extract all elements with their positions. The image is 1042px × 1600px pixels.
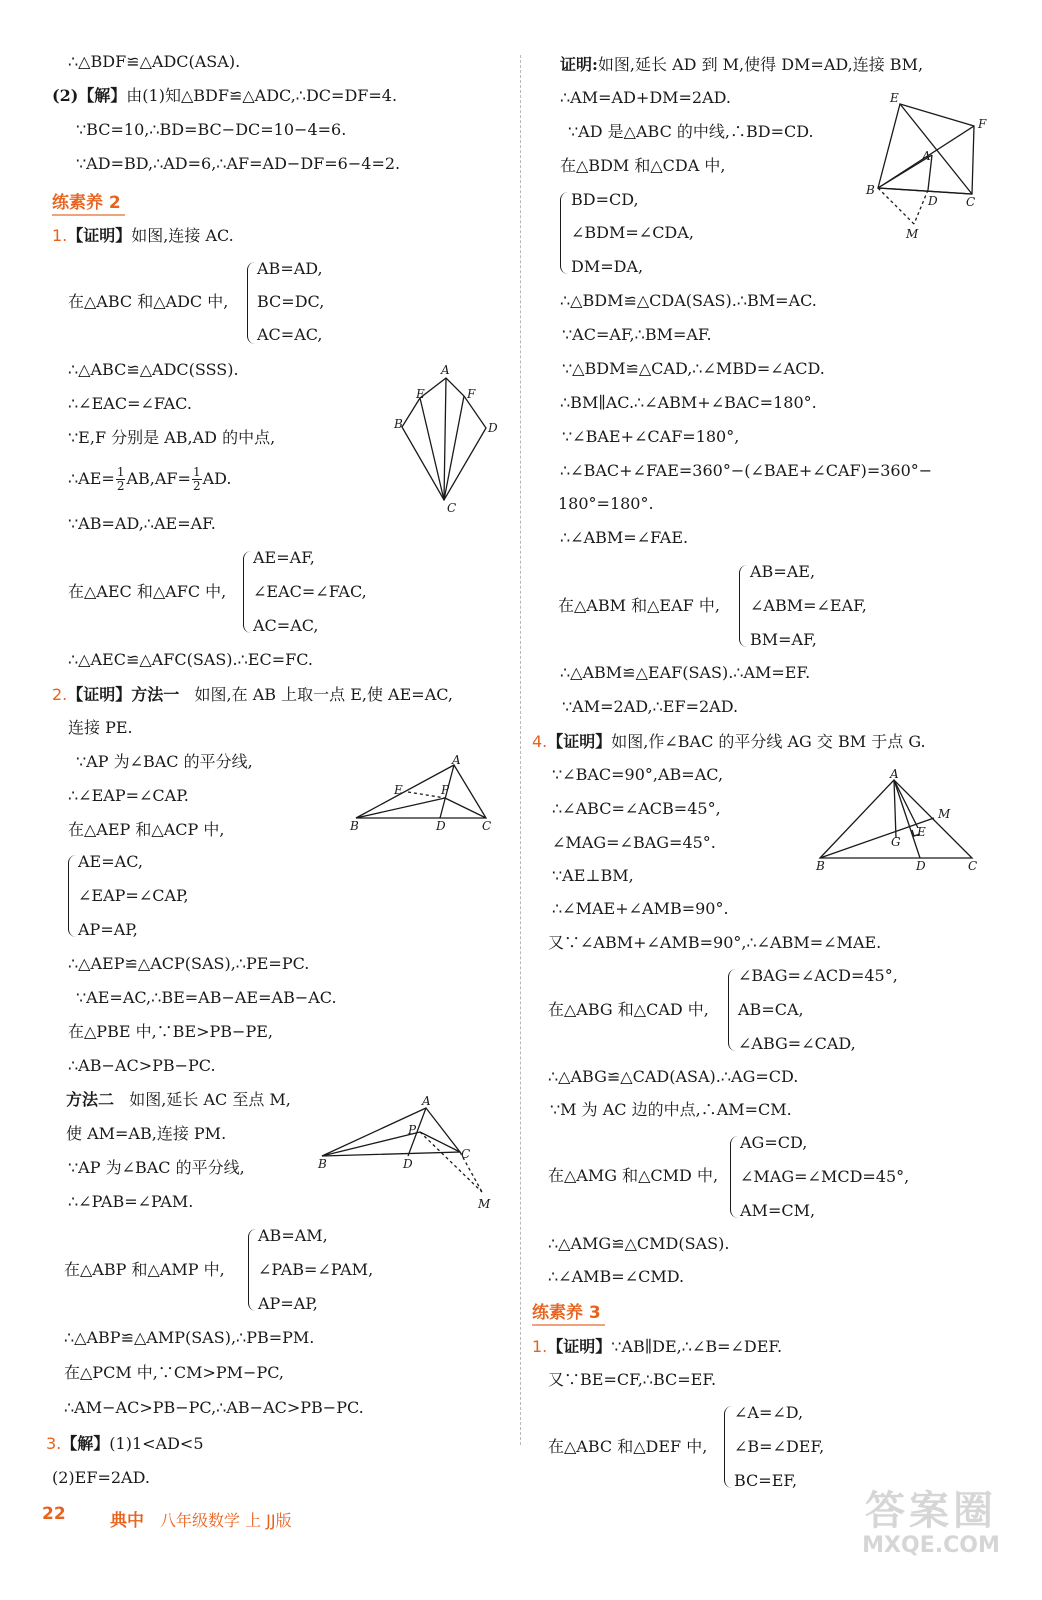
system-label: 在△ABC 和△DEF 中,	[548, 1437, 708, 1456]
problem-1-header	[52, 226, 234, 246]
text-line: ∵AD=BD,∴AD=6,∴AF=AD−DF=6−4=2.	[76, 154, 401, 173]
system-line: AC=AC,	[253, 616, 319, 635]
text-line: 又∵BE=CF,∴BC=EF.	[548, 1370, 717, 1389]
fig3-label: C	[966, 195, 976, 209]
text-line: ∴△ABC≌△ADC(SSS).	[68, 360, 239, 379]
kite-label: B	[394, 417, 403, 431]
text-line: ∴△ABM≌△EAF(SAS).∴AM=EF.	[560, 663, 811, 682]
proof-tag: 【证明】方法一	[67, 685, 180, 704]
fig2a-label: C	[482, 819, 492, 833]
proof-tag: 【证明】	[547, 732, 612, 751]
system-line: BC=EF,	[734, 1471, 798, 1490]
answer-text: 由(1)知△BDF≌△ADC,∴DC=DF=4.	[126, 86, 398, 105]
system-line: AP=AP,	[258, 1294, 318, 1313]
system-label: 在△AMG 和△CMD 中,	[548, 1166, 719, 1185]
system-line: ∠BAG=∠ACD=45°,	[738, 966, 898, 985]
fig3-label: D	[928, 194, 938, 208]
proof-intro: 如图,在 AB 上取一点 E,使 AE=AC,	[194, 685, 454, 704]
fig2b-label: M	[478, 1197, 491, 1211]
text-line: 又∵∠ABM+∠AMB=90°,∴∠ABM=∠MAE.	[548, 933, 882, 952]
fig2a-label: A	[452, 753, 461, 767]
fig4-label: D	[916, 859, 926, 873]
text-line: ∴△ABP≌△AMP(SAS),∴PB=PM.	[64, 1328, 315, 1347]
system-line: AC=AC,	[257, 325, 323, 344]
kite-label: A	[441, 363, 450, 377]
system-line: AB=AD,	[257, 259, 323, 278]
text-line: ∴∠ABM=∠FAE.	[560, 528, 689, 547]
problem-2-header	[52, 685, 453, 705]
text-line: ∴BM∥AC.∴∠ABM+∠BAC=180°.	[560, 393, 817, 412]
brace	[730, 1136, 738, 1218]
proof-tag: 【证明】	[67, 226, 132, 245]
fig4-label: E	[917, 825, 926, 839]
text-line: ∵AB=AD,∴AE=AF.	[68, 514, 216, 533]
watermark-text: 答案圈	[865, 1488, 997, 1534]
fig3-label: B	[866, 183, 875, 197]
figure-4	[808, 766, 983, 876]
fig3-label: M	[906, 227, 919, 241]
fig4-label: M	[938, 807, 951, 821]
text-line: ∵AE⊥BM,	[552, 866, 634, 885]
kite-figure	[390, 362, 500, 517]
fig3-label: A	[922, 149, 931, 163]
text-line: ∴△AEP≌△ACP(SAS),∴PE=PC.	[68, 954, 310, 973]
text-line: 在△AEP 和△ACP 中,	[68, 820, 225, 839]
system-label: 在△ABG 和△CAD 中,	[548, 1000, 709, 1019]
text-line: ∴△AEC≌△AFC(SAS).∴EC=FC.	[68, 650, 313, 669]
watermark	[846, 1488, 1016, 1558]
fig2a-label: E	[394, 783, 403, 797]
text-line: ∴∠BAC+∠FAE=360°−(∠BAE+∠CAF)=360°−	[560, 461, 933, 480]
text-line: ∵AD 是△ABC 的中线,∴BD=CD.	[568, 122, 814, 141]
brace	[728, 969, 736, 1051]
figure-2a	[348, 753, 498, 836]
text-line: 使 AM=AB,连接 PM.	[66, 1124, 227, 1143]
text-line	[52, 86, 397, 106]
kite-label: C	[447, 501, 457, 515]
book-title: 八年级数学 上 JJ版	[160, 1511, 292, 1530]
text-line: ∵M 为 AC 边的中点,∴AM=CM.	[550, 1100, 792, 1119]
fig4-label: G	[891, 835, 901, 849]
kite-label: D	[488, 421, 498, 435]
fraction: $\frac{1}{2}$	[192, 465, 201, 493]
text-line: ∵AE=AC,∴BE=AB−AE=AB−AC.	[76, 988, 337, 1007]
page-number: 22	[42, 1504, 66, 1524]
text-line: ∴△BDM≌△CDA(SAS).∴BM=AC.	[560, 291, 817, 310]
brace	[247, 262, 255, 344]
text-line: ∴∠EAP=∠CAP.	[68, 786, 189, 805]
fig2b-label: A	[422, 1094, 431, 1108]
problem-number: 4.	[532, 732, 548, 751]
text-line-fraction: ∴AE= $\frac{1}{2}$ AB,AF= $\frac{1}{2}$ AD.	[68, 465, 232, 493]
answer-tag: 【解】	[61, 1434, 110, 1453]
text-line: ∴∠EAC=∠FAC.	[68, 394, 192, 413]
proof-tag: 证明:	[560, 55, 598, 74]
fig2a-label: D	[436, 819, 446, 833]
text-line: 在△PCM 中,∵CM>PM−PC,	[64, 1363, 284, 1382]
figure-3	[862, 90, 992, 245]
watermark-url: MXQE.COM	[862, 1533, 1000, 1558]
system-line: AG=CD,	[740, 1133, 808, 1152]
method-tag: 方法二	[66, 1090, 115, 1109]
text-line: ∴∠AMB=∠CMD.	[548, 1267, 685, 1286]
text-line: ∵AP 为∠BAC 的平分线,	[76, 752, 253, 771]
fig3-label: F	[978, 117, 987, 131]
text-line: ∵BC=10,∴BD=BC−DC=10−4=6.	[76, 120, 347, 139]
text-line: ∴△AMG≌△CMD(SAS).	[548, 1234, 730, 1253]
text-line: ∴∠ABC=∠ACB=45°,	[552, 799, 721, 818]
system-line: ∠ABM=∠EAF,	[750, 596, 867, 615]
system-line: AM=CM,	[740, 1201, 816, 1220]
text-line: ∵AM=2AD,∴EF=2AD.	[562, 697, 739, 716]
brace	[724, 1406, 732, 1488]
fig4-label: A	[890, 767, 899, 781]
system-line: BM=AF,	[750, 630, 817, 649]
fig3-label: E	[890, 91, 899, 105]
system-line: ∠PAB=∠PAM,	[258, 1260, 374, 1279]
system-line: AB=AM,	[258, 1226, 328, 1245]
brace	[560, 192, 568, 274]
text-line: ∵AC=AF,∴BM=AF.	[562, 325, 712, 344]
brace	[739, 565, 747, 647]
brand-logo: 典中	[110, 1511, 144, 1531]
kite-label: E	[416, 387, 425, 401]
text-line: ∴△BDF≌△ADC(ASA).	[68, 52, 241, 71]
fig2a-label: B	[350, 819, 359, 833]
figure-2b	[316, 1092, 496, 1217]
text-line: ∠MAG=∠BAG=45°.	[552, 833, 716, 852]
column-divider	[520, 55, 521, 1445]
text-line: 在△BDM 和△CDA 中,	[560, 156, 726, 175]
system-line: ∠B=∠DEF,	[734, 1437, 825, 1456]
problem-number: 1.	[52, 226, 68, 245]
brace	[248, 1229, 256, 1311]
system-line: ∠MAG=∠MCD=45°,	[740, 1167, 910, 1186]
system-line: AB=AE,	[750, 562, 816, 581]
problem-number: 3.	[46, 1434, 62, 1453]
system-line: ∠EAP=∠CAP,	[78, 886, 189, 905]
problem-4-header: 4.【证明】如图,作∠BAC 的平分线 AG 交 BM 于点 G.	[532, 732, 926, 751]
answer-tag: (2)【解】	[52, 86, 127, 105]
text-line: ∴AB−AC>PB−PC.	[68, 1056, 216, 1075]
method-two-line: 方法二 如图,延长 AC 至点 M,	[66, 1090, 291, 1109]
system-line: ∠A=∠D,	[734, 1403, 804, 1422]
system-line: ∠ABG=∠CAD,	[738, 1034, 856, 1053]
fig2b-label: C	[461, 1147, 471, 1161]
text-line: 证明:如图,延长 AD 到 M,使得 DM=AD,连接 BM,	[560, 55, 924, 74]
problem-3-header: 3.【解】(1)1<AD<5	[46, 1434, 204, 1453]
text-line: 连接 PE.	[68, 718, 133, 737]
system-line: BC=DC,	[257, 292, 325, 311]
system-line: BD=CD,	[571, 190, 639, 209]
brace	[243, 551, 251, 633]
text-line: 在△PBE 中,∵BE>PB−PE,	[68, 1022, 273, 1041]
text-line: ∵∠BAC=90°,AB=AC,	[552, 765, 724, 784]
fraction: $\frac{1}{2}$	[116, 465, 125, 493]
system-label: 在△ABP 和△AMP 中,	[64, 1260, 225, 1279]
text-line: ∵AP 为∠BAC 的平分线,	[68, 1158, 245, 1177]
problem-number: 2.	[52, 685, 68, 704]
system-line: DM=DA,	[571, 257, 644, 276]
system-label: 在△ABC 和△ADC 中,	[68, 292, 229, 311]
fig4-label: B	[816, 859, 825, 873]
fig2b-label: P	[408, 1123, 417, 1137]
text-line: ∴AM−AC>PB−PC,∴AB−AC>PB−PC.	[64, 1398, 364, 1417]
fig2b-label: D	[403, 1157, 413, 1171]
text-line: (2)EF=2AD.	[52, 1468, 150, 1487]
brace	[68, 855, 76, 937]
text-line: ∴△ABG≌△CAD(ASA).∴AG=CD.	[548, 1067, 799, 1086]
fig2a-label: P	[441, 783, 450, 797]
text-line: ∵△BDM≌△CAD,∴∠MBD=∠ACD.	[562, 359, 825, 378]
section-heading: 练素养 3	[532, 1298, 601, 1323]
proof-tag: 【证明】	[547, 1337, 612, 1356]
system-line: ∠BDM=∠CDA,	[571, 223, 694, 242]
section-heading: 练素养 2	[52, 188, 121, 213]
text-line: ∵∠BAE+∠CAF=180°,	[562, 427, 740, 446]
text-line: ∴∠MAE+∠AMB=90°.	[552, 899, 729, 918]
problem-number: 1.	[532, 1337, 548, 1356]
text-line: ∵E,F 分别是 AB,AD 的中点,	[68, 428, 276, 447]
system-line: AB=CA,	[738, 1000, 804, 1019]
system-label: 在△ABM 和△EAF 中,	[558, 596, 720, 615]
system-line: ∠EAC=∠FAC,	[253, 582, 367, 601]
system-label: 在△AEC 和△AFC 中,	[68, 582, 227, 601]
problem-q1-header: 1.【证明】∵AB∥DE,∴∠B=∠DEF.	[532, 1337, 783, 1356]
text-line: ∴∠PAB=∠PAM.	[68, 1192, 194, 1211]
system-line: AP=AP,	[78, 920, 138, 939]
kite-label: F	[467, 387, 476, 401]
fig2b-label: B	[318, 1157, 327, 1171]
text-line: 180°=180°.	[558, 494, 654, 513]
text-line: ∴AM=AD+DM=2AD.	[560, 88, 732, 107]
system-line: AE=AC,	[78, 852, 143, 871]
proof-intro: 如图,连接 AC.	[131, 226, 234, 245]
system-line: AE=AF,	[253, 548, 315, 567]
fig4-label: C	[968, 859, 978, 873]
